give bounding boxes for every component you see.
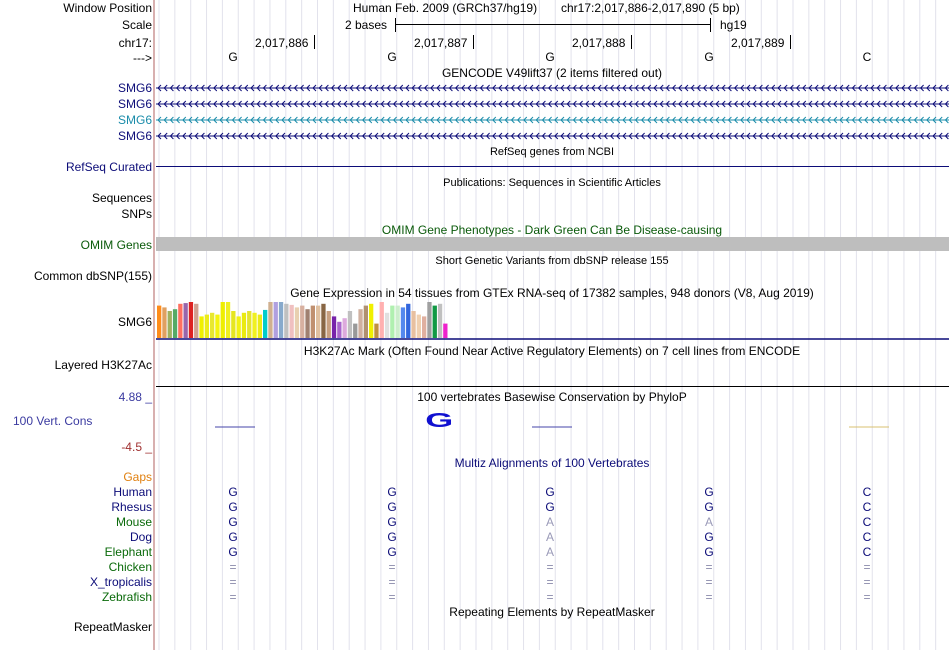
- gtex-tissue-bar: [300, 306, 304, 338]
- gtex-tissue-bar: [242, 313, 246, 338]
- multiz-base: =: [388, 560, 396, 574]
- gtex-tissue-bar: [194, 304, 198, 338]
- refseq-label[interactable]: RefSeq Curated: [65, 160, 152, 174]
- refseq-track-title[interactable]: RefSeq genes from NCBI: [489, 146, 615, 158]
- gencode-item-label[interactable]: SMG6: [117, 113, 152, 127]
- multiz-base: =: [546, 575, 554, 589]
- gtex-tissue-bar: [311, 306, 315, 338]
- multiz-base: G: [228, 530, 238, 544]
- conservation-track-title[interactable]: 100 vertebrates Basewise Conservation by PhyloP: [417, 390, 687, 404]
- multiz-base: =: [546, 590, 554, 604]
- multiz-species-label[interactable]: Rhesus: [111, 500, 152, 514]
- multiz-base: =: [388, 575, 396, 589]
- gtex-tissue-bar: [168, 311, 172, 338]
- sequence-base: G: [387, 50, 397, 64]
- gtex-tissue-bar: [162, 307, 166, 338]
- gencode-transcript: [156, 101, 949, 107]
- omim-track-title[interactable]: OMIM Gene Phenotypes - Dark Green Can Be Disease-causing: [381, 223, 723, 237]
- multiz-base: G: [228, 515, 238, 529]
- gtex-tissue-bar: [173, 309, 177, 338]
- scale-text: 2 bases: [345, 18, 388, 32]
- assembly-text: Human Feb. 2009 (GRCh37/hg19): [353, 1, 538, 15]
- gtex-label[interactable]: SMG6: [117, 315, 152, 329]
- gtex-tissue-bar: [295, 307, 299, 338]
- multiz-species-label[interactable]: X_tropicalis: [89, 575, 152, 589]
- multiz-base: =: [863, 560, 871, 574]
- position-text: chr17:2,017,886-2,017,890 (5 bp): [561, 1, 740, 15]
- dbsnp-track-title[interactable]: Short Genetic Variants from dbSNP release 155: [435, 255, 669, 267]
- gtex-tissue-bar: [380, 302, 384, 338]
- multiz-base: G: [704, 485, 714, 499]
- gtex-tissue-bar: [215, 315, 219, 338]
- multiz-base: =: [229, 575, 237, 589]
- multiz-base: G: [545, 485, 555, 499]
- scale-bar-right-tick: [710, 18, 711, 32]
- gtex-tissue-bar: [252, 313, 256, 338]
- multiz-base: G: [704, 500, 714, 514]
- gtex-tissue-bar: [411, 311, 415, 338]
- coordinate-tick: [473, 35, 474, 49]
- h3k27ac-baseline: [156, 386, 949, 387]
- multiz-base: =: [229, 560, 237, 574]
- gtex-tissue-bar: [348, 311, 352, 338]
- gtex-expression-bars[interactable]: [156, 300, 950, 340]
- multiz-base: C: [862, 530, 872, 544]
- gtex-tissue-bar: [374, 324, 378, 338]
- sequence-base: G: [704, 50, 714, 64]
- gtex-tissue-bar: [247, 311, 251, 338]
- repeatmasker-label[interactable]: RepeatMasker: [73, 620, 152, 634]
- sequence-base: G: [228, 50, 238, 64]
- multiz-base: C: [862, 500, 872, 514]
- coordinate-label: 2,017,888: [572, 36, 626, 50]
- scale-label: Scale: [121, 18, 152, 32]
- gencode-transcript: [156, 85, 949, 91]
- multiz-base: A: [704, 515, 714, 529]
- multiz-base: G: [387, 530, 397, 544]
- gtex-tissue-bar: [364, 306, 368, 338]
- gtex-tissue-bar: [385, 313, 389, 338]
- gencode-transcript: [156, 117, 949, 123]
- strand-label: --->: [133, 51, 152, 65]
- gtex-tissue-bar: [184, 303, 188, 338]
- conservation-mark: G: [425, 408, 454, 432]
- coordinate-label: 2,017,886: [255, 36, 309, 50]
- sequence-base: G: [545, 50, 555, 64]
- gtex-tissue-bar: [438, 304, 442, 338]
- coordinate-tick: [631, 35, 632, 49]
- h3k27ac-track-title[interactable]: H3K27Ac Mark (Often Found Near Active Regulatory Elements) on 7 cell lines from ENCODE: [303, 344, 801, 358]
- gencode-item-label[interactable]: SMG6: [117, 97, 152, 111]
- gtex-tissue-bar: [199, 316, 203, 338]
- gencode-transcript: [156, 133, 949, 139]
- gtex-tissue-bar: [422, 316, 426, 338]
- gtex-tissue-bar: [443, 324, 447, 338]
- gtex-tissue-bar: [337, 322, 341, 338]
- multiz-base: =: [546, 560, 554, 574]
- gtex-tissue-bar: [332, 316, 336, 338]
- gtex-tissue-bar: [358, 309, 362, 338]
- db-text: hg19: [720, 18, 747, 32]
- multiz-base: G: [228, 545, 238, 559]
- gtex-tissue-bar: [433, 306, 437, 338]
- conservation-label[interactable]: 100 Vert. Cons: [13, 414, 93, 428]
- gtex-tissue-bar: [401, 307, 405, 338]
- gaps-label[interactable]: Gaps: [123, 470, 152, 484]
- multiz-species-label[interactable]: Zebrafish: [101, 590, 152, 604]
- multiz-species-label[interactable]: Human: [113, 485, 152, 499]
- multiz-base: G: [387, 545, 397, 559]
- gtex-tissue-bar: [343, 318, 347, 338]
- multiz-base: =: [705, 560, 713, 574]
- multiz-base: =: [863, 575, 871, 589]
- publications-label[interactable]: Sequences: [91, 191, 152, 205]
- chrom-label: chr17:: [118, 36, 152, 50]
- gtex-tissue-bar: [321, 304, 325, 338]
- gtex-tissue-bar: [390, 306, 394, 338]
- gtex-tissue-bar: [157, 306, 161, 338]
- snps-label[interactable]: SNPs: [121, 207, 152, 221]
- multiz-base: G: [228, 500, 238, 514]
- label-separator: [153, 0, 155, 650]
- gtex-tissue-bar: [205, 315, 209, 338]
- multiz-base: G: [387, 485, 397, 499]
- gtex-tissue-bar: [178, 304, 182, 338]
- gtex-tissue-bar: [305, 309, 309, 338]
- multiz-species-label[interactable]: Chicken: [108, 560, 152, 574]
- gtex-tissue-bar: [231, 311, 235, 338]
- sequence-base: C: [862, 50, 872, 64]
- coordinate-tick: [790, 35, 791, 49]
- gencode-item-label[interactable]: SMG6: [117, 129, 152, 143]
- multiz-base: A: [545, 530, 555, 544]
- gencode-track-title[interactable]: GENCODE V49lift37 (2 items filtered out): [441, 66, 663, 80]
- gtex-tissue-bar: [268, 302, 272, 338]
- scale-bar: [395, 24, 711, 25]
- conservation-logo[interactable]: [156, 405, 950, 445]
- multiz-base: A: [545, 545, 555, 559]
- gtex-tissue-bar: [316, 306, 320, 338]
- scale-bar-left-tick: [395, 18, 396, 32]
- multiz-base: C: [862, 545, 872, 559]
- multiz-base: G: [704, 530, 714, 544]
- multiz-base: =: [229, 590, 237, 604]
- multiz-base: G: [387, 515, 397, 529]
- gtex-tissue-bar: [353, 324, 357, 338]
- window-position-label: Window Position: [63, 1, 152, 15]
- omim-gene-bar[interactable]: [156, 237, 949, 251]
- gencode-item-label[interactable]: SMG6: [117, 81, 152, 95]
- dbsnp-label[interactable]: Common dbSNP(155): [33, 269, 152, 283]
- multiz-base: C: [862, 515, 872, 529]
- multiz-base: =: [863, 590, 871, 604]
- multiz-species-label[interactable]: Mouse: [115, 515, 152, 529]
- gtex-tissue-bar: [396, 306, 400, 338]
- coordinate-tick: [314, 35, 315, 49]
- multiz-base: G: [228, 485, 238, 499]
- multiz-track-title[interactable]: Multiz Alignments of 100 Vertebrates: [454, 456, 650, 470]
- multiz-base: G: [387, 500, 397, 514]
- gtex-tissue-bar: [427, 302, 431, 338]
- multiz-species-label[interactable]: Elephant: [104, 545, 152, 559]
- gtex-tissue-bar: [263, 310, 267, 338]
- multiz-base: G: [545, 500, 555, 514]
- coordinate-label: 2,017,889: [731, 36, 785, 50]
- gtex-tissue-bar: [189, 302, 193, 338]
- gtex-tissue-bar: [221, 302, 225, 338]
- gencode-transcripts[interactable]: [156, 80, 950, 144]
- multiz-base: =: [705, 590, 713, 604]
- multiz-base: =: [388, 590, 396, 604]
- gtex-tissue-bar: [417, 315, 421, 338]
- gtex-tissue-bar: [226, 302, 230, 338]
- omim-label[interactable]: OMIM Genes: [80, 238, 152, 252]
- gtex-tissue-bar: [369, 304, 373, 338]
- gtex-tissue-bar: [237, 316, 241, 338]
- gtex-tissue-bar: [210, 313, 214, 338]
- gtex-tissue-bar: [327, 311, 331, 338]
- multiz-base: C: [862, 485, 872, 499]
- multiz-base: G: [704, 545, 714, 559]
- gtex-tissue-bar: [274, 302, 278, 338]
- repeatmasker-track-title[interactable]: Repeating Elements by RepeatMasker: [449, 605, 655, 619]
- conservation-min-label: -4.5 _: [121, 440, 152, 454]
- gtex-tissue-bar: [258, 315, 262, 338]
- gtex-tissue-bar: [284, 304, 288, 338]
- coordinate-label: 2,017,887: [414, 36, 468, 50]
- gtex-tissue-bar: [406, 304, 410, 338]
- publications-track-title[interactable]: Publications: Sequences in Scientific Articles: [443, 177, 661, 189]
- gtex-tissue-bar: [279, 302, 283, 338]
- multiz-base: =: [705, 575, 713, 589]
- h3k27ac-label[interactable]: Layered H3K27Ac: [54, 358, 152, 372]
- conservation-max-label: 4.88 _: [118, 390, 152, 404]
- multiz-base: A: [545, 515, 555, 529]
- refseq-gene-line[interactable]: [156, 166, 949, 167]
- gtex-tissue-bar: [290, 305, 294, 338]
- gtex-track-title[interactable]: Gene Expression in 54 tissues from GTEx RNA-seq of 17382 samples, 948 donors (V8, Aug 2019): [290, 286, 814, 300]
- multiz-species-label[interactable]: Dog: [129, 530, 152, 544]
